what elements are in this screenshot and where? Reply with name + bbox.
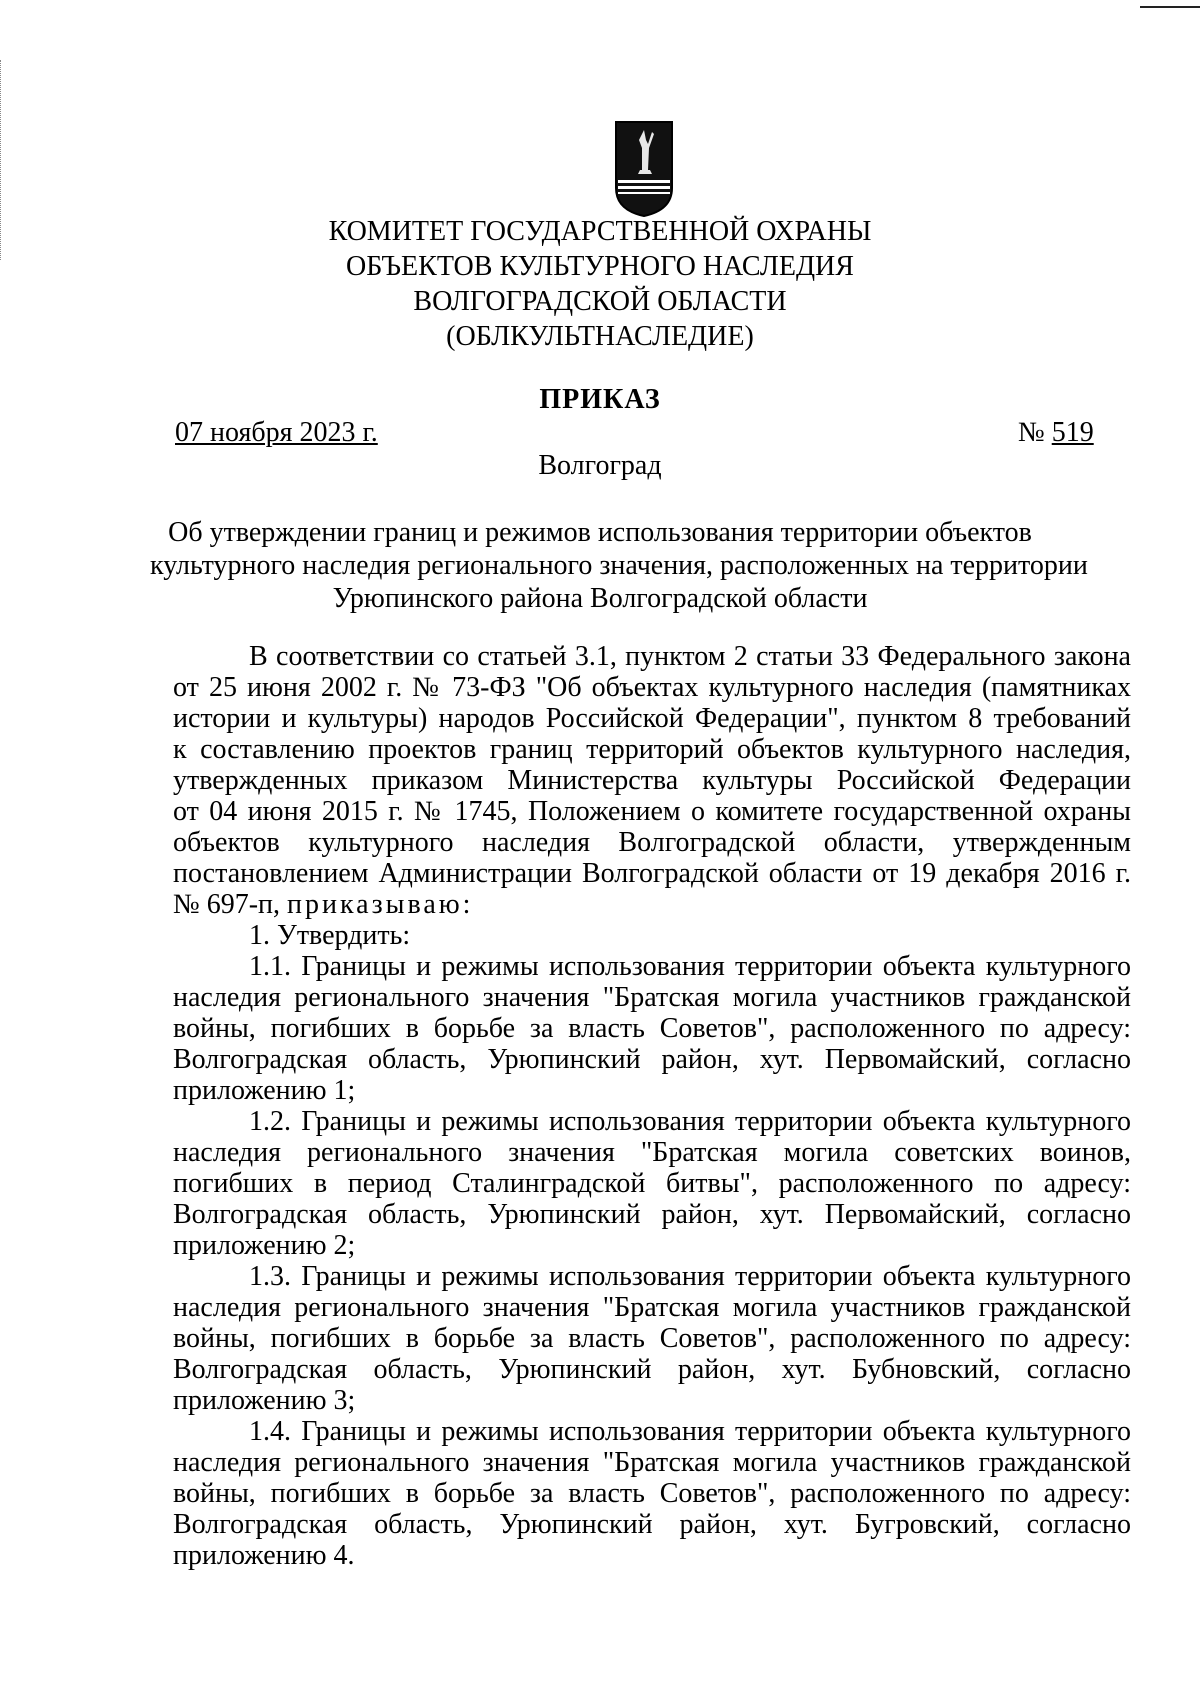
document-body xyxy=(173,641,1131,1571)
item-1-4-line: наследия регионального значения "Братская могила участников гражданской xyxy=(173,1447,1131,1478)
organization-line: ОБЪЕКТОВ КУЛЬТУРНОГО НАСЛЕДИЯ xyxy=(346,251,854,282)
item-1-2-line: погибших в период Сталинградской битвы", расположенного по адресу: xyxy=(173,1168,1131,1199)
preamble-line: истории и культуры) народов Российской Федерации", пунктом 8 требований xyxy=(173,703,1131,734)
item-1-3-line: войны, погибших в борьбе за власть Советов", расположенного по адресу: xyxy=(173,1323,1131,1354)
title-line: Об утверждении границ и режимов использования территории объектов xyxy=(168,517,1032,548)
item-1-4-line: приложению 4. xyxy=(173,1540,355,1571)
preamble-line: утвержденных приказом Министерства культуры Российской Федерации xyxy=(173,765,1131,796)
item-1-1-line: наследия регионального значения "Братская могила участников гражданской xyxy=(173,982,1131,1013)
organization-line: ВОЛГОГРАДСКОЙ ОБЛАСТИ xyxy=(413,286,787,317)
organization-line: КОМИТЕТ ГОСУДАРСТВЕННОЙ ОХРАНЫ xyxy=(328,216,872,247)
organization-line: (ОБЛКУЛЬТНАСЛЕДИЕ) xyxy=(446,321,754,352)
document-date: 07 ноября 2023 г. xyxy=(175,417,378,448)
organization-header xyxy=(0,214,1200,354)
document-title xyxy=(150,516,1088,615)
item-1-2-line: Волгоградская область, Урюпинский район, хут. Первомайский, согласно xyxy=(173,1199,1131,1230)
item-1-2-line: приложению 2; xyxy=(173,1230,356,1261)
title-line: Урюпинского района Волгоградской области xyxy=(332,583,868,614)
coat-of-arms-icon xyxy=(612,118,676,218)
number-value: 519 xyxy=(1051,417,1094,448)
item-1-1-line: войны, погибших в борьбе за власть Советов", расположенного по адресу: xyxy=(173,1013,1131,1044)
preamble-line: объектов культурного наследия Волгоградской области, утвержденным xyxy=(173,827,1131,858)
item-1-1-line: Волгоградская область, Урюпинский район, хут. Первомайский, согласно xyxy=(173,1044,1131,1075)
preamble-line: от 04 июня 2015 г. № 1745, Положением о комитете государственной охраны xyxy=(173,796,1131,827)
preamble-last-line xyxy=(173,889,1131,920)
item-1-4-line: войны, погибших в борьбе за власть Советов", расположенного по адресу: xyxy=(173,1478,1131,1509)
item-1-3-line: наследия регионального значения "Братская могила участников гражданской xyxy=(173,1292,1131,1323)
item-1-1-line: 1.1. Границы и режимы использования территории объекта культурного xyxy=(249,951,1131,982)
item-1-3-line: Волгоградская область, Урюпинский район, хут. Бубновский, согласно xyxy=(173,1354,1131,1385)
preamble-line: В соответствии со статьей 3.1, пунктом 2 статьи 33 Федерального закона xyxy=(249,641,1131,672)
item-1: 1. Утвердить: xyxy=(249,920,411,951)
order-word: приказываю: xyxy=(287,889,474,920)
number-sign: № xyxy=(1018,417,1045,448)
item-1-4-line: 1.4. Границы и режимы использования территории объекта культурного xyxy=(249,1416,1131,1447)
item-1-3-line: 1.3. Границы и режимы использования территории объекта культурного xyxy=(249,1261,1131,1292)
document-city: Волгоград xyxy=(538,450,662,481)
title-line: культурного наследия регионального значения, расположенных на территории xyxy=(150,550,1088,581)
preamble-line: от 25 июня 2002 г. № 73-ФЗ "Об объектах культурного наследия (памятниках xyxy=(173,672,1131,703)
decree-number: № 697-п, xyxy=(173,889,281,920)
item-1-1-line: приложению 1; xyxy=(173,1075,356,1106)
item-1-3-line: приложению 3; xyxy=(173,1385,356,1416)
document-type: ПРИКАЗ xyxy=(539,384,661,415)
item-1-2-line: 1.2. Границы и режимы использования территории объекта культурного xyxy=(249,1106,1131,1137)
scan-edge-mark xyxy=(1140,6,1200,8)
item-1-2-line: наследия регионального значения "Братская могила советских воинов, xyxy=(173,1137,1131,1168)
document-number xyxy=(1018,417,1094,449)
item-1-4-line: Волгоградская область, Урюпинский район, хут. Бугровский, согласно xyxy=(173,1509,1131,1540)
preamble-line: постановлением Администрации Волгоградской области от 19 декабря 2016 г. xyxy=(173,858,1131,889)
preamble-line: к составлению проектов границ территорий объектов культурного наследия, xyxy=(173,734,1131,765)
